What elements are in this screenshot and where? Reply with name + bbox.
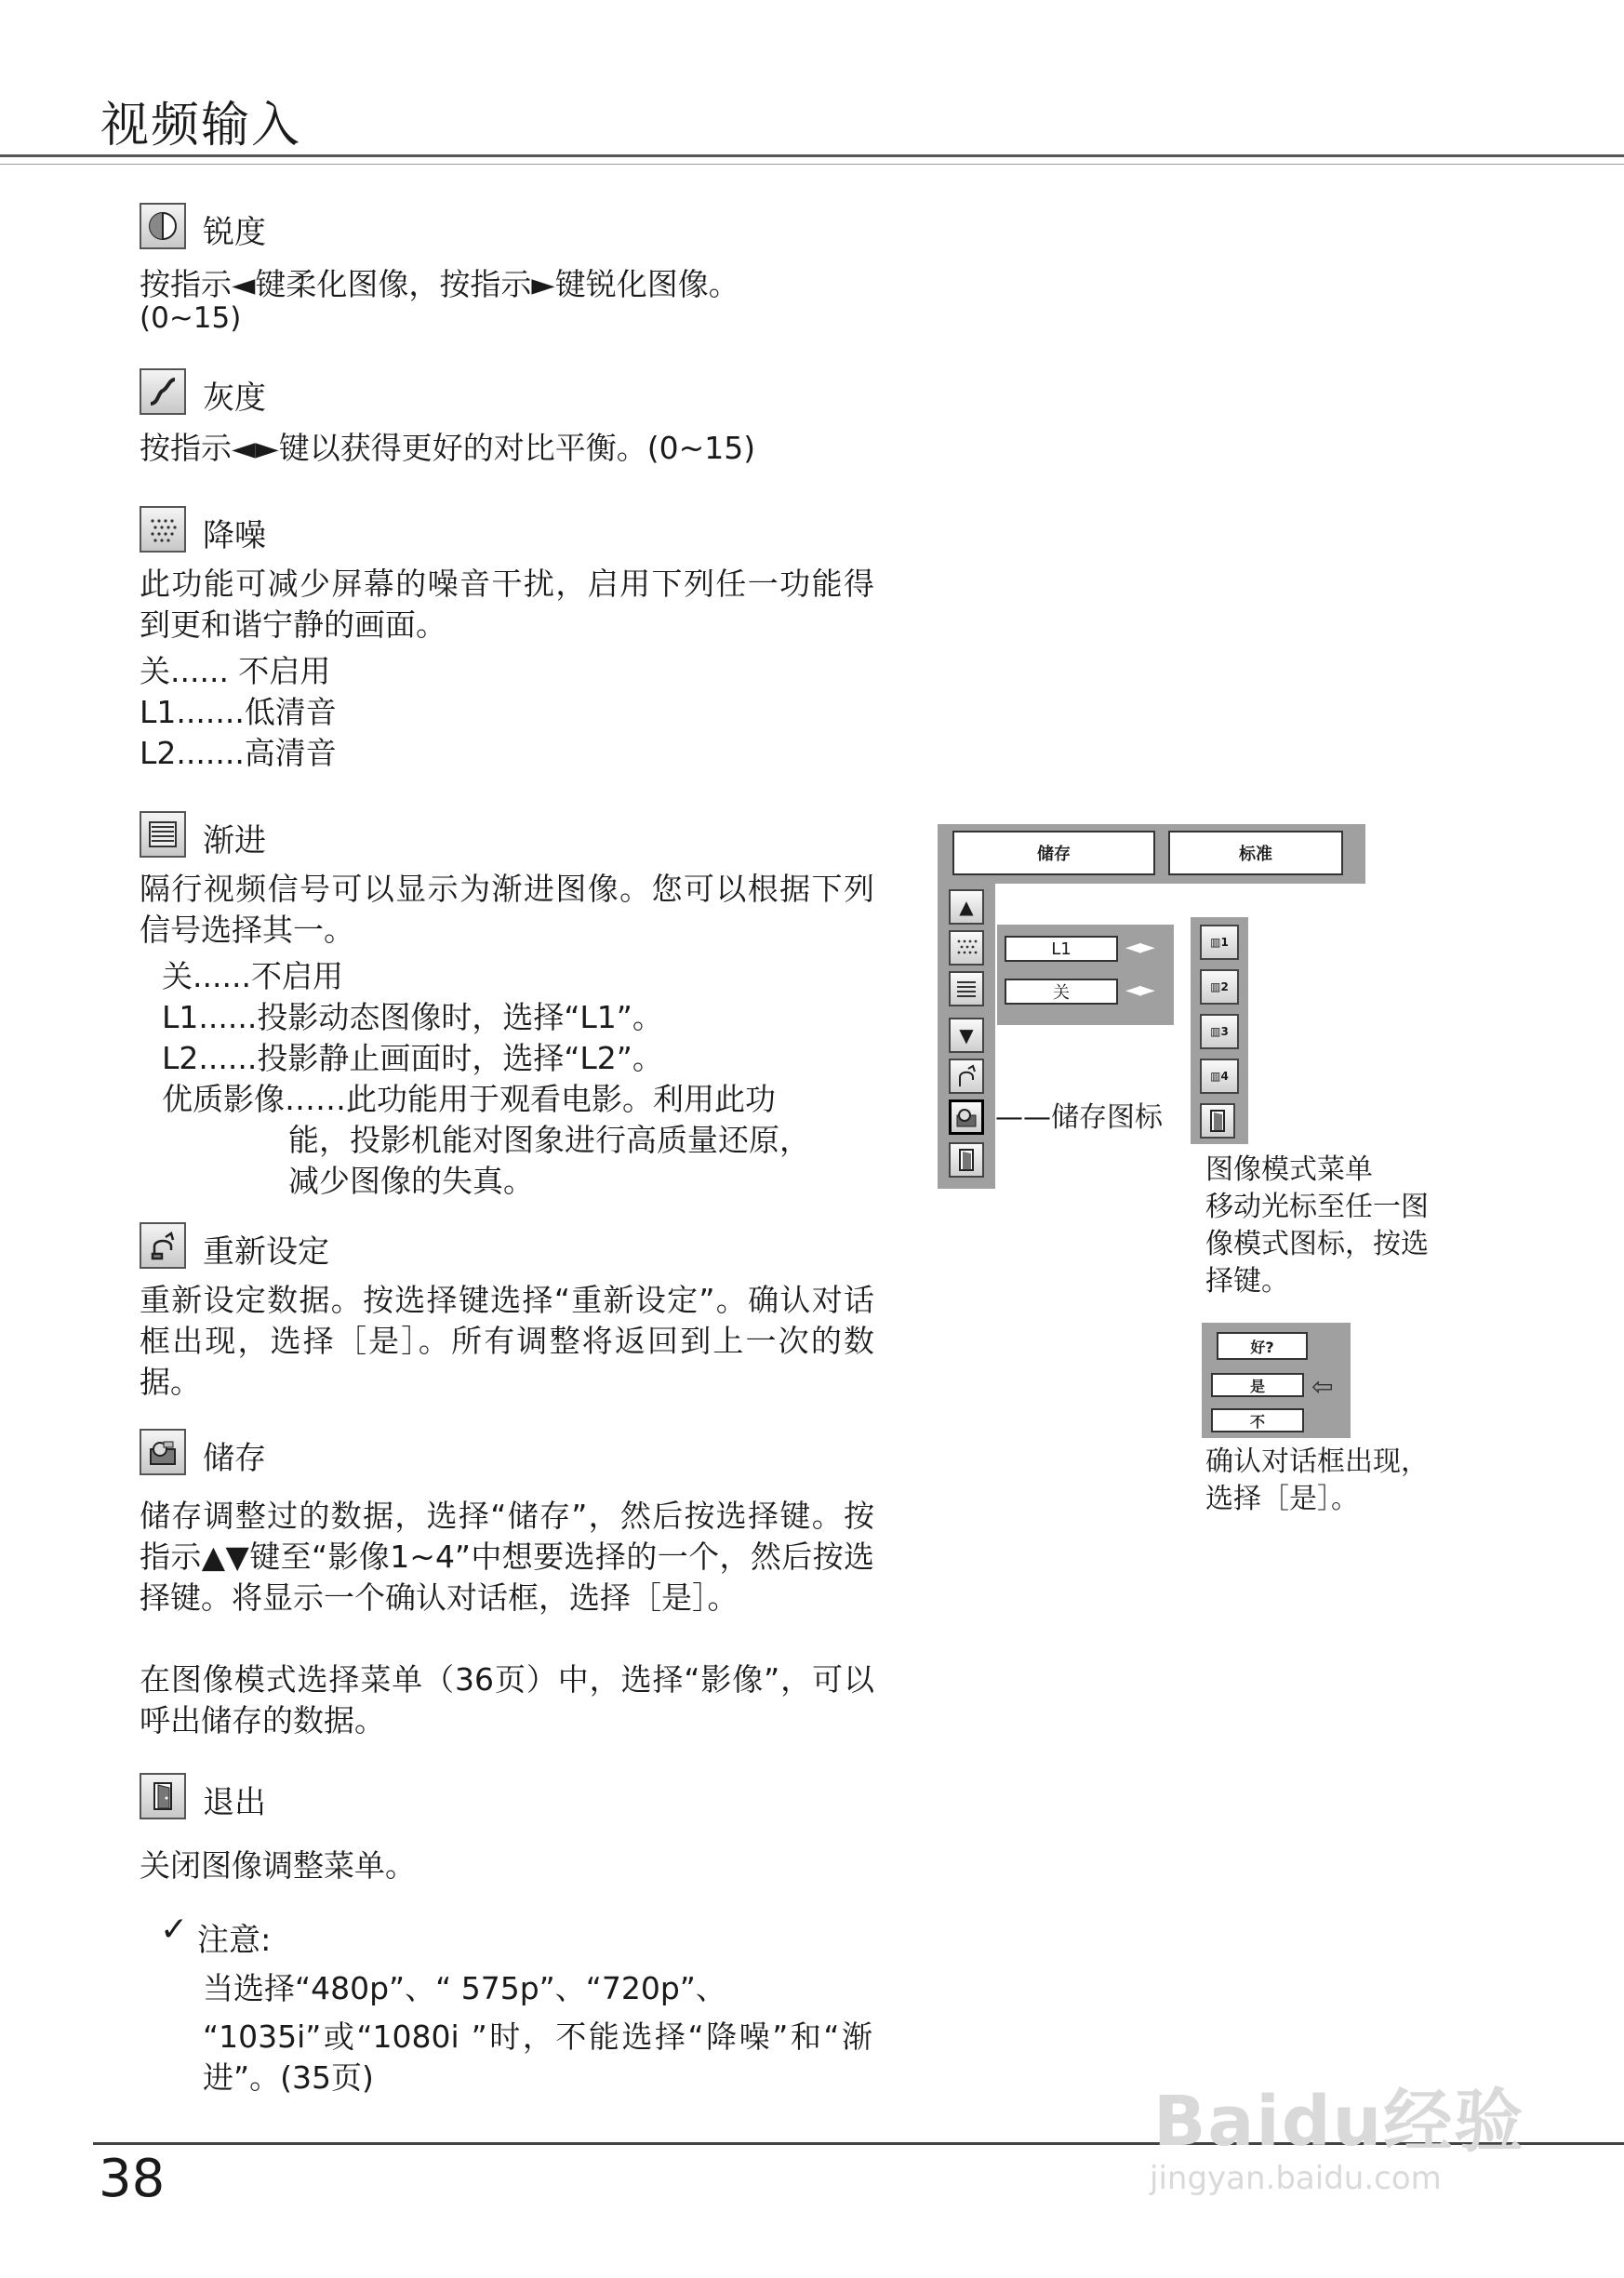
menu-noise-arrows-icon[interactable]: ◄► bbox=[1125, 936, 1153, 959]
reset-body: 重新设定数据。按选择键选择“重新设定”。确认对话框出现，选择［是］。所有调整将返回到上一次的数据。 bbox=[140, 1282, 874, 1400]
noise-option-off: 关...... 不启用 bbox=[140, 653, 331, 689]
gamma-body: 按指示◄►键以获得更好的对比平衡。(0~15) bbox=[140, 430, 756, 466]
store-title: 储存 bbox=[203, 1440, 266, 1477]
menu-progressive-arrows-icon[interactable]: ◄► bbox=[1125, 979, 1153, 1002]
confirm-yes-button[interactable]: 是 bbox=[1211, 1373, 1304, 1397]
progressive-option-off: 关......不启用 bbox=[162, 958, 343, 994]
confirm-no-button[interactable]: 不 bbox=[1211, 1408, 1304, 1432]
progressive-film-cont2: 减少图像的失真。 bbox=[288, 1163, 534, 1199]
image-slot-3-icon[interactable]: ▥ 3 bbox=[1200, 1014, 1239, 1049]
store-body2: 在图像模式选择菜单（36页）中，选择“影像”，可以呼出储存的数据。 bbox=[140, 1661, 874, 1738]
progressive-title: 渐进 bbox=[203, 822, 266, 859]
note-title: 注意: bbox=[197, 1922, 272, 1959]
image-slot-1-icon[interactable]: ▥ 1 bbox=[1200, 925, 1239, 960]
noise-body: 此功能可减少屏幕的噪音干扰，启用下列任一功能得到更和谐宁静的画面。 bbox=[140, 566, 874, 643]
menu-progressive-icon[interactable] bbox=[949, 971, 984, 1006]
gamma-curve-icon bbox=[140, 368, 186, 415]
image-slot-2-icon[interactable]: ▥ 2 bbox=[1200, 969, 1239, 1005]
confirm-caption-line2: 选择［是］。 bbox=[1205, 1483, 1359, 1515]
baidu-watermark-url: jingyan.baidu.com bbox=[1150, 2160, 1442, 2197]
progressive-option-l2: L2......投影静止画面时，选择“L2”。 bbox=[162, 1040, 663, 1076]
image-slot-4-icon[interactable]: ▥ 4 bbox=[1200, 1059, 1239, 1094]
menu-up-triangle-icon[interactable]: ▲ bbox=[949, 889, 984, 925]
note-line2: “1035i”或“1080i ”时，不能选择“降噪”和“渐进”。(35页) bbox=[203, 2018, 872, 2096]
image-mode-caption-title: 图像模式菜单 bbox=[1205, 1153, 1373, 1186]
menu-noise-value[interactable]: L1 bbox=[1005, 936, 1118, 962]
reset-hand-icon bbox=[140, 1222, 186, 1269]
store-icon-label: ——储存图标 bbox=[995, 1101, 1163, 1134]
progressive-lines-icon bbox=[140, 811, 186, 858]
sharpness-title: 锐度 bbox=[203, 214, 266, 251]
page-number: 38 bbox=[99, 2149, 166, 2209]
note-line1: 当选择“480p”、“ 575p”、“720p”、 bbox=[203, 1970, 726, 2006]
menu-progressive-value[interactable]: 关 bbox=[1005, 979, 1118, 1005]
pointer-arrow-icon: ⇦ bbox=[1311, 1371, 1334, 1402]
menu-exit-icon[interactable] bbox=[949, 1142, 984, 1178]
image-mode-caption-line1: 移动光标至任一图 bbox=[1205, 1191, 1429, 1223]
sharpness-icon bbox=[140, 203, 186, 249]
noise-title: 降噪 bbox=[203, 517, 266, 554]
exit-title: 退出 bbox=[203, 1784, 266, 1821]
menu-down-triangle-icon[interactable]: ▼ bbox=[949, 1018, 984, 1053]
baidu-watermark: Baidu经验 bbox=[1153, 2082, 1525, 2162]
gamma-title: 灰度 bbox=[203, 380, 266, 417]
sharpness-range: (0~15) bbox=[140, 301, 242, 335]
sharpness-body: 按指示◄键柔化图像，按指示►键锐化图像。 bbox=[140, 266, 739, 302]
image-slot-exit-icon[interactable] bbox=[1200, 1103, 1235, 1139]
menu-reset-icon[interactable] bbox=[949, 1059, 984, 1094]
exit-body: 关闭图像调整菜单。 bbox=[140, 1847, 416, 1884]
progressive-option-film: 优质影像……此功能用于观看电影。利用此功 bbox=[162, 1081, 776, 1117]
menu-store-button[interactable]: 储存 bbox=[952, 831, 1155, 875]
progressive-film-cont1: 能，投影机能对图象进行高质量还原， bbox=[288, 1122, 810, 1158]
confirm-question: 好? bbox=[1217, 1332, 1308, 1360]
store-body: 储存调整过的数据，选择“储存”，然后按选择键。按指示▲▼键至“影像1~4”中想要选择的一个，然后按选择键。将显示一个确认对话框，选择［是］。 bbox=[140, 1498, 874, 1616]
reset-title: 重新设定 bbox=[203, 1233, 329, 1271]
note-check-icon: ✓ bbox=[160, 1911, 189, 1949]
progressive-body: 隔行视频信号可以显示为渐进图像。您可以根据下列信号选择其一。 bbox=[140, 871, 874, 948]
header-rule bbox=[0, 154, 1624, 157]
menu-store-icon[interactable] bbox=[949, 1099, 984, 1135]
page-title: 视频输入 bbox=[100, 98, 302, 153]
header-rule-thin bbox=[0, 164, 1624, 165]
image-mode-caption-line3: 择键。 bbox=[1205, 1265, 1289, 1298]
confirm-caption-line1: 确认对话框出现， bbox=[1205, 1445, 1429, 1478]
exit-door-icon bbox=[140, 1773, 186, 1819]
menu-noise-icon[interactable] bbox=[949, 930, 984, 966]
noise-dots-icon bbox=[140, 506, 186, 553]
noise-option-l2: L2.......高清音 bbox=[140, 735, 337, 771]
image-mode-caption-line2: 像模式图标，按选 bbox=[1205, 1228, 1429, 1260]
progressive-option-l1: L1......投影动态图像时，选择“L1”。 bbox=[162, 999, 663, 1035]
store-icon bbox=[140, 1429, 186, 1475]
menu-standard-button[interactable]: 标准 bbox=[1168, 831, 1343, 875]
noise-option-l1: L1.......低清音 bbox=[140, 694, 337, 730]
